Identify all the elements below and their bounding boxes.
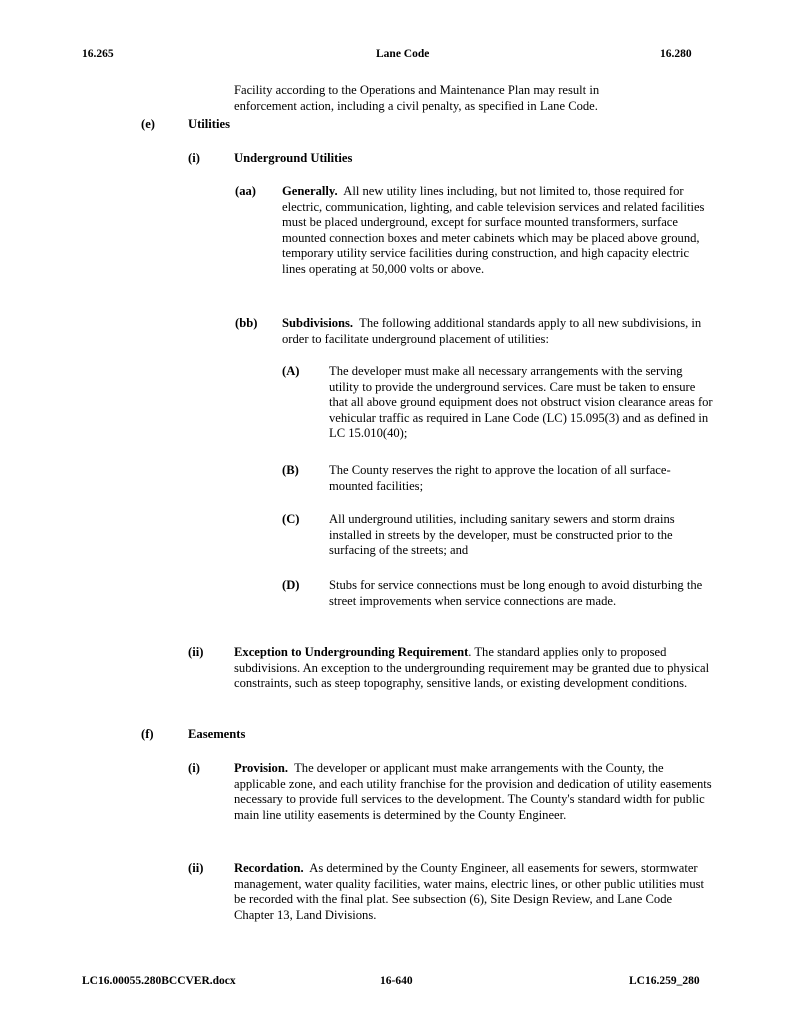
section-e-ii-heading: Exception to Undergrounding Requirement bbox=[234, 645, 469, 659]
section-f-ii-label: (ii) bbox=[188, 861, 204, 875]
section-f-title: Easements bbox=[188, 727, 246, 741]
section-e-ii-text: . The standard applies only to proposed subdivisions. An exception to the undergrounding requirement may be granted due to physical constraints, such as steep topography, sensitive lands, or existing development conditions. bbox=[234, 645, 710, 691]
continuation-paragraph: Facility according to the Operations and Maintenance Plan may result in enforcement action, including a civil penalty, as specified in Lane Code. bbox=[234, 83, 600, 113]
item-C-label: (C) bbox=[282, 512, 300, 526]
footer-filename: LC16.00055.280BCCVER.docx bbox=[82, 975, 236, 987]
header-right-section-number: 16.280 bbox=[660, 48, 692, 60]
section-aa-paragraph bbox=[282, 184, 714, 278]
section-f-label: (f) bbox=[141, 727, 154, 741]
section-f-i-text: The developer or applicant must make arrangements with the County, the applicable zone, and each utility franchise for the provision and dedication of utility easements necessary to provide full services to the development. The County's standard width for public main line utility easements is determined by the County Engineer. bbox=[234, 761, 712, 822]
item-A-label: (A) bbox=[282, 364, 300, 378]
item-D-text: Stubs for service connections must be long enough to avoid disturbing the street improvements when service connections are made. bbox=[329, 578, 703, 608]
section-e-label: (e) bbox=[141, 117, 155, 131]
section-e-title: Utilities bbox=[188, 117, 230, 131]
item-C-text: All underground utilities, including sanitary sewers and storm drains installed in streets by the developer, must be constructed prior to the surfacing of the streets; and bbox=[329, 512, 675, 558]
item-A-text: The developer must make all necessary arrangements with the serving utility to provide the underground services. Care must be taken to ensure that all above ground equipment does not obstruct vision clearance areas for vehicular traffic as required in Lane Code (LC) 15.095(3) and as defined in LC 15.010(40); bbox=[329, 364, 713, 441]
section-f-i-heading: Provision. bbox=[234, 761, 288, 775]
section-f-i-label: (i) bbox=[188, 761, 200, 775]
section-aa-text: All new utility lines including, but not limited to, those required for electric, communication, lighting, and cable television services and related facilities must be placed underground, except for surface mounted transformers, surface mounted connection boxes and meter cabinets which may be placed above ground, temporary utility service facilities during construction, and high capacity electric lines operating at 50,000 volts or above. bbox=[282, 184, 705, 276]
section-aa-label: (aa) bbox=[235, 184, 256, 198]
section-f-ii-text: As determined by the County Engineer, all easements for sewers, stormwater management, water quality facilities, water mains, electric lines, or other public utilities must be recorded with the final plat. See subsection (6), Site Design Review, and Lane Code Chapter 13, Land Divisions. bbox=[234, 861, 705, 922]
section-f-ii-heading: Recordation. bbox=[234, 861, 304, 875]
section-bb-paragraph bbox=[282, 316, 714, 347]
section-bb-heading: Subdivisions. bbox=[282, 316, 354, 330]
item-B-label: (B) bbox=[282, 463, 299, 477]
footer-page-number: 16-640 bbox=[380, 975, 413, 987]
item-D-label: (D) bbox=[282, 578, 300, 592]
footer-section-range: LC16.259_280 bbox=[629, 975, 700, 987]
section-f-ii-paragraph bbox=[234, 861, 712, 923]
header-title: Lane Code bbox=[376, 48, 430, 60]
section-e-ii-paragraph bbox=[234, 645, 712, 692]
section-aa-heading: Generally. bbox=[282, 184, 338, 198]
header-left-section-number: 16.265 bbox=[82, 48, 114, 60]
section-e-ii-label: (ii) bbox=[188, 645, 204, 659]
section-bb-label: (bb) bbox=[235, 316, 258, 330]
section-e-i-label: (i) bbox=[188, 151, 200, 165]
section-e-i-title: Underground Utilities bbox=[234, 151, 353, 165]
section-bb-text: The following additional standards apply to all new subdivisions, in order to facilitate underground placement of utilities: bbox=[282, 316, 702, 346]
item-B-text: The County reserves the right to approve the location of all surface-mounted facilities; bbox=[329, 463, 671, 493]
section-f-i-paragraph bbox=[234, 761, 712, 823]
